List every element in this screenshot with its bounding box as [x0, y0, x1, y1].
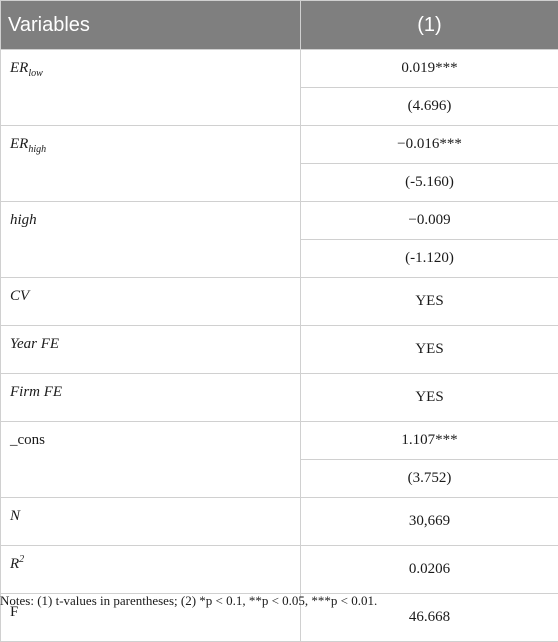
er-high-coefficient: −0.016*** [301, 126, 558, 164]
row-label-cons: _cons [1, 422, 301, 498]
row-label-n: N [1, 498, 301, 546]
table-row [1, 126, 558, 164]
header-model: (1) [301, 1, 558, 50]
row-label-r2 [1, 546, 301, 594]
er-high-base: ER [10, 136, 28, 152]
er-low-base: ER [10, 60, 28, 76]
row-label-f: F [1, 594, 301, 642]
er-low-t-value: (4.696) [301, 88, 558, 126]
r2-base: R [10, 556, 19, 572]
row-label-er-high [1, 126, 301, 202]
f-value: 46.668 [301, 594, 558, 642]
table-row [1, 374, 558, 422]
row-label-er-low [1, 50, 301, 126]
er-high-subscript: high [28, 144, 46, 155]
table-row [1, 202, 558, 240]
n-value: 30,669 [301, 498, 558, 546]
table-row [1, 422, 558, 460]
table-row [1, 50, 558, 88]
er-high-t-value: (-5.160) [301, 164, 558, 202]
header-row [1, 1, 558, 50]
cons-coefficient: 1.107*** [301, 422, 558, 460]
year-fe-value: YES [301, 326, 558, 374]
firm-fe-value: YES [301, 374, 558, 422]
table-notes: Notes: (1) t-values in parentheses; (2) *p < 0.1, **p < 0.05, ***p < 0.01. [0, 593, 377, 609]
table-row [1, 498, 558, 546]
cons-t-value: (3.752) [301, 460, 558, 498]
row-label-firm-fe: Firm FE [1, 374, 301, 422]
high-coefficient: −0.009 [301, 202, 558, 240]
table-row [1, 278, 558, 326]
r2-superscript: 2 [19, 554, 24, 565]
table-row [1, 326, 558, 374]
row-label-cv: CV [1, 278, 301, 326]
r2-value: 0.0206 [301, 546, 558, 594]
row-label-high: high [1, 202, 301, 278]
high-t-value: (-1.120) [301, 240, 558, 278]
cv-value: YES [301, 278, 558, 326]
er-low-subscript: low [28, 68, 42, 79]
header-variables: Variables [1, 1, 301, 50]
er-low-coefficient: 0.019*** [301, 50, 558, 88]
table-row [1, 546, 558, 594]
row-label-year-fe: Year FE [1, 326, 301, 374]
